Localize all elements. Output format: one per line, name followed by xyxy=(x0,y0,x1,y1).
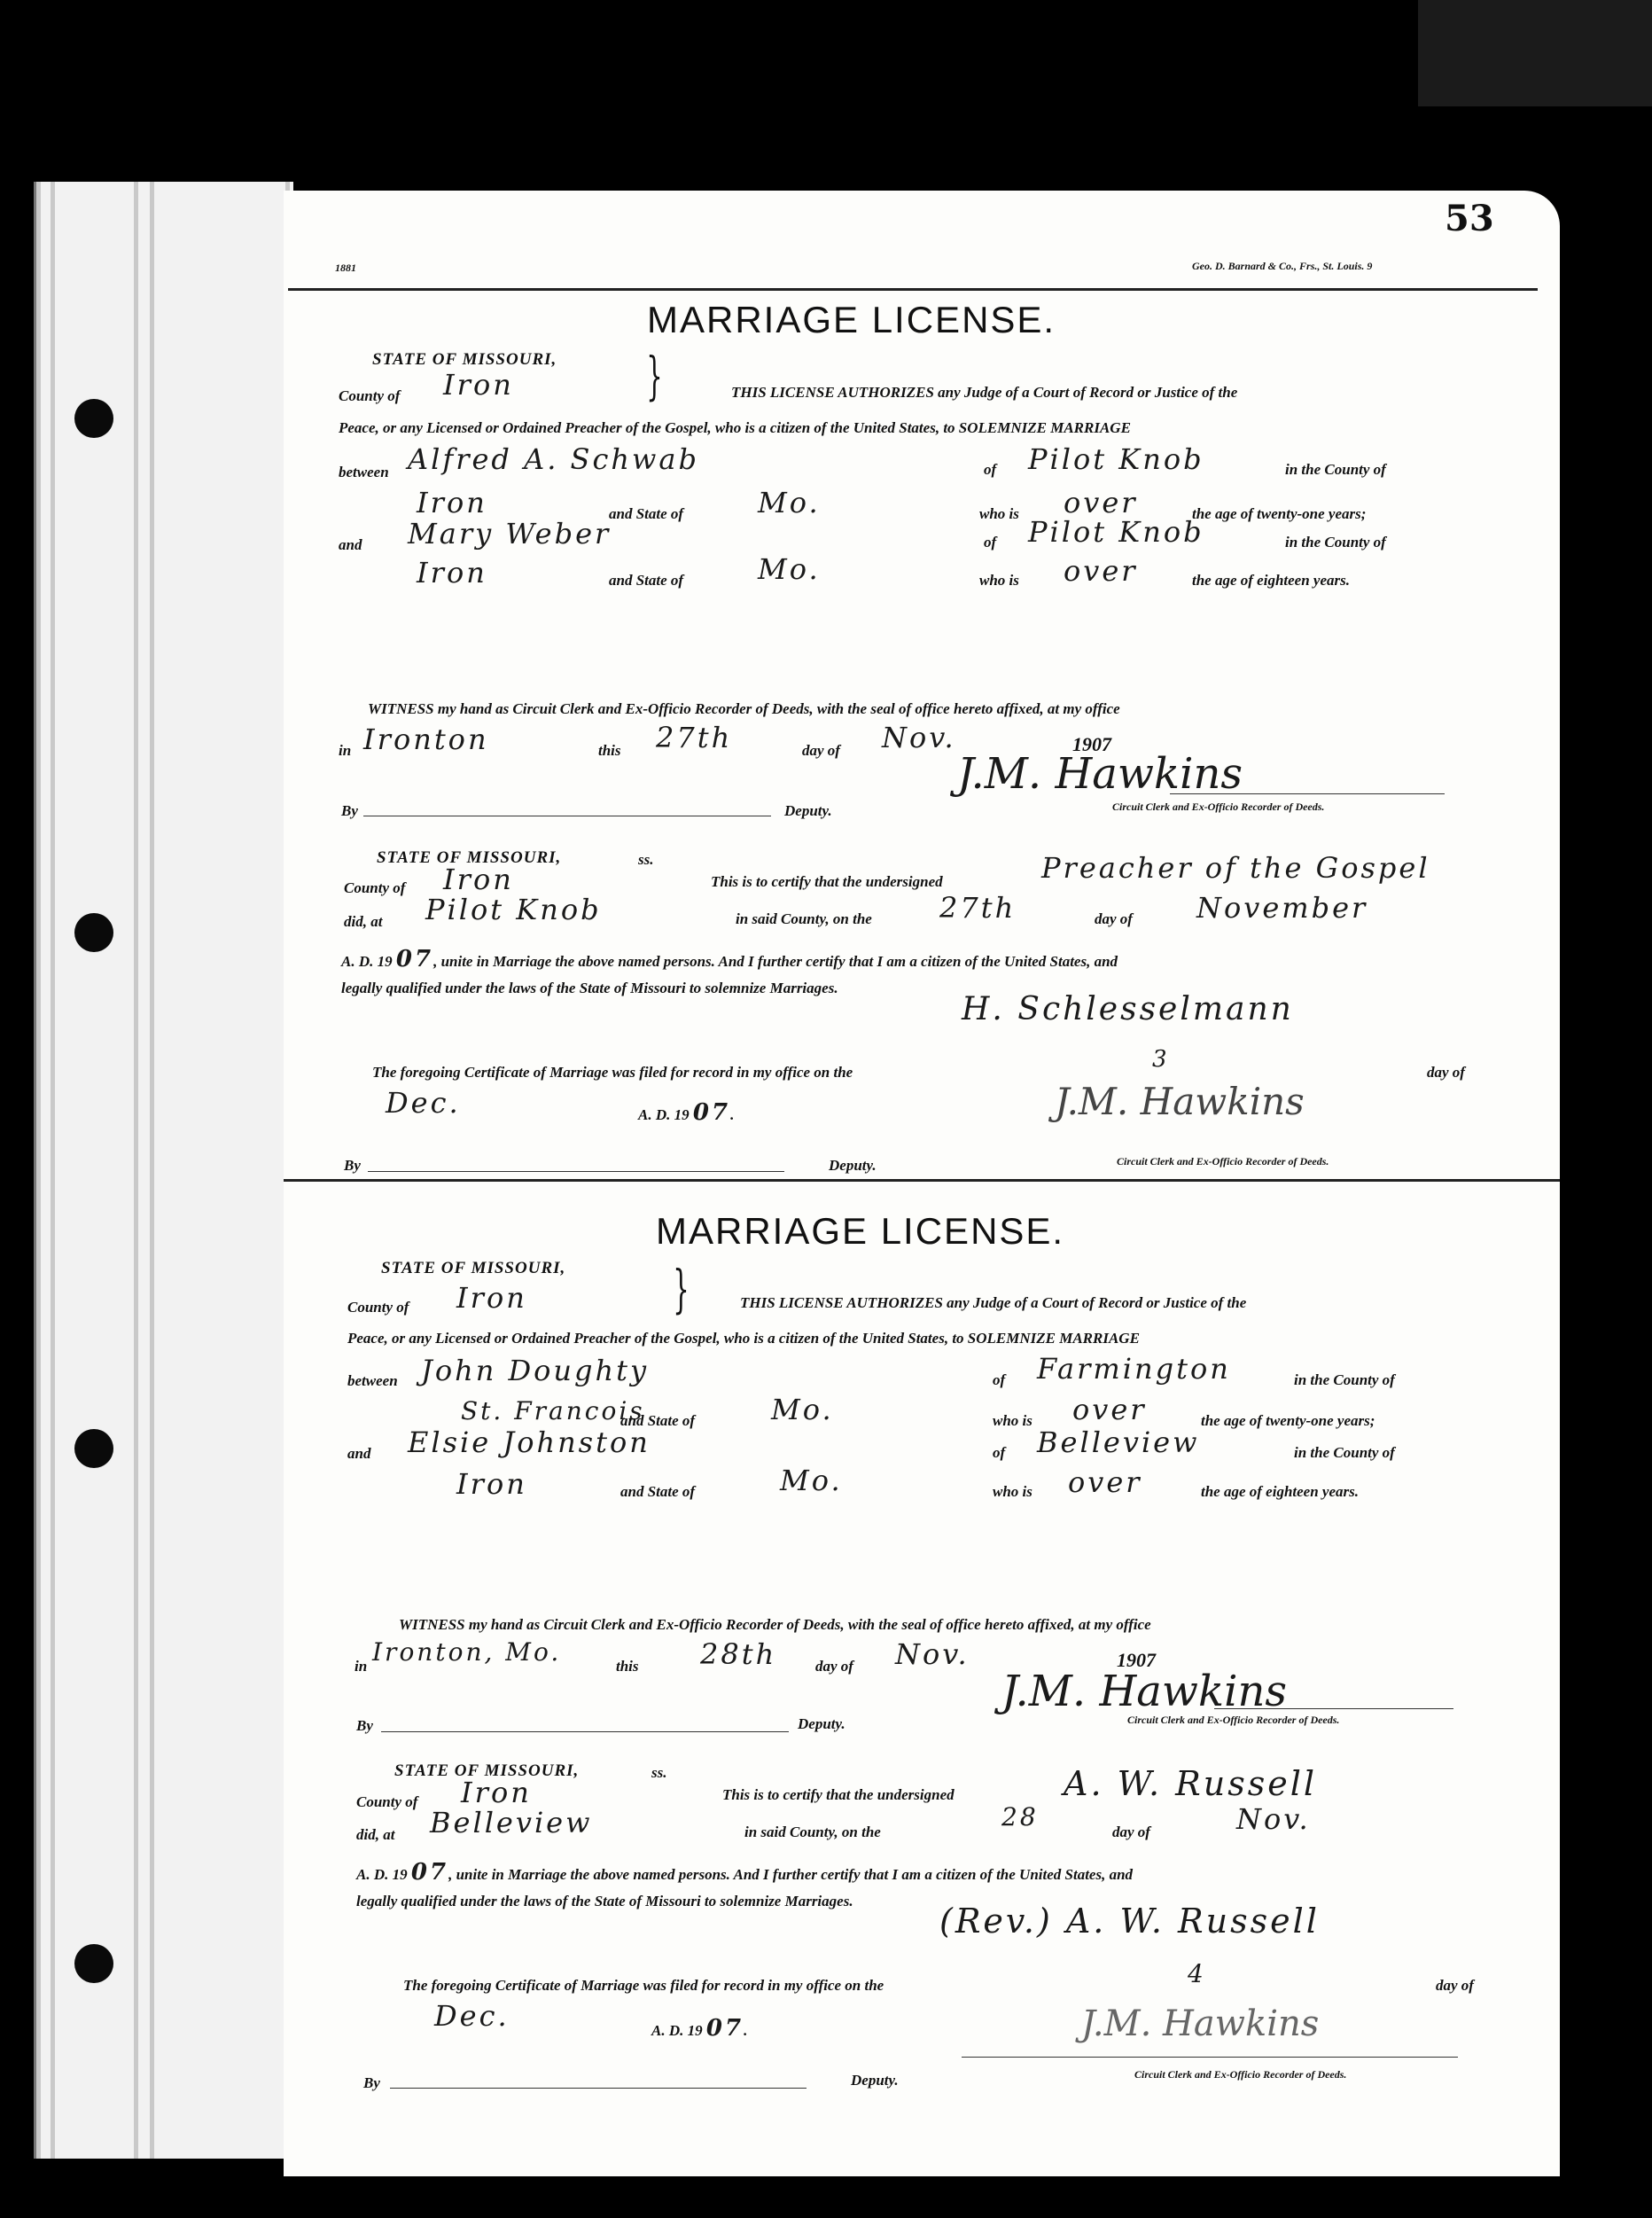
license-title: MARRIAGE LICENSE. xyxy=(656,1210,1065,1252)
deputy-label: Deputy. xyxy=(784,802,832,819)
section-divider xyxy=(284,1179,1560,1182)
age-21-label: the age of twenty-one years; xyxy=(1201,1412,1375,1429)
page-number: 53 xyxy=(1445,198,1494,239)
by-label: By xyxy=(356,1717,373,1734)
day-of-label: day of xyxy=(1436,1977,1474,1994)
in-said-county-label: in said County, on the xyxy=(736,910,872,927)
in-county-label: in the County of xyxy=(1285,461,1386,478)
in-label: in xyxy=(355,1658,368,1675)
legally-text: legally qualified under the laws of the State of Missouri to solemnize Marriages. xyxy=(356,1893,853,1910)
bride-state: Mo. xyxy=(758,552,821,586)
marriage-month: Nov. xyxy=(1236,1802,1311,1836)
cert-county-label: County of xyxy=(356,1793,418,1810)
in-said-county-label: in said County, on the xyxy=(744,1824,881,1840)
day-of-label: day of xyxy=(802,742,840,759)
license-day: 27th xyxy=(656,721,733,754)
bride-age: over xyxy=(1064,554,1138,588)
signature-line xyxy=(1214,1708,1453,1709)
groom-state: Mo. xyxy=(758,486,821,519)
by-label: By xyxy=(344,1157,361,1174)
license-title: MARRIAGE LICENSE. xyxy=(647,299,1056,340)
authorizes-line-1: THIS LICENSE AUTHORIZES any Judge of a Court of Record or Justice of the xyxy=(740,1294,1247,1311)
marriage-day: 28 xyxy=(1001,1802,1039,1831)
brace: } xyxy=(673,1259,690,1319)
by-label: By xyxy=(341,802,358,819)
of-label: of xyxy=(984,534,997,551)
clerk-title: Circuit Clerk and Ex-Officio Recorder of Deeds. xyxy=(1112,801,1325,813)
legally-text: legally qualified under the laws of the State of Missouri to solemnize Marriages. xyxy=(341,980,838,996)
groom-age: over xyxy=(1064,486,1138,519)
bride-town: Pilot Knob xyxy=(1028,515,1204,549)
groom-county: St. Francois xyxy=(461,1396,645,1425)
in-county-label: in the County of xyxy=(1294,1371,1395,1388)
certify-text: This is to certify that the undersigned xyxy=(722,1786,955,1803)
witness-text: WITNESS my hand as Circuit Clerk and Ex-Officio Recorder of Deeds, with the seal of office hereto affixed, at my office xyxy=(399,1616,1151,1633)
filed-text: The foregoing Certificate of Marriage was filed for record in my office on the xyxy=(372,1064,853,1081)
of-label: of xyxy=(993,1371,1006,1388)
officiant-title: A. W. Russell xyxy=(1064,1764,1318,1803)
top-rule xyxy=(288,288,1538,291)
groom-town: Pilot Knob xyxy=(1028,442,1204,476)
between-label: between xyxy=(339,464,389,480)
form-number: 1881 xyxy=(335,262,356,274)
cert-county-value: Iron xyxy=(443,863,514,896)
marriage-day: 27th xyxy=(939,891,1017,925)
deputy-label: Deputy. xyxy=(851,2072,899,2089)
binder-hole xyxy=(74,1429,113,1468)
ss-label: ss. xyxy=(638,851,654,868)
marriage-ad-line: A. D. 19 07, unite in Marriage the above named persons. And I further certify that I am a citizen of the United States, and xyxy=(341,946,1118,972)
day-of-label: day of xyxy=(1427,1064,1465,1081)
between-label: between xyxy=(347,1372,398,1389)
by-line xyxy=(390,2088,807,2089)
and-state-label: and State of xyxy=(609,572,684,589)
binder-strip xyxy=(34,182,293,2159)
this-label: this xyxy=(598,742,621,759)
in-county-label: in the County of xyxy=(1285,534,1386,551)
day-of-label: day of xyxy=(1095,910,1133,927)
office-place: Ironton xyxy=(363,722,489,756)
and-state-label: and State of xyxy=(620,1412,696,1429)
authorizes-line-2: Peace, or any Licensed or Ordained Preacher of the Gospel, who is a citizen of the United States, to SOLEMNIZE MARRIAGE xyxy=(339,419,1131,436)
by-line xyxy=(368,1171,784,1172)
authorizes-line-1: THIS LICENSE AUTHORIZES any Judge of a Court of Record or Justice of the xyxy=(731,384,1238,401)
license-month: Nov. xyxy=(895,1637,970,1671)
filed-ad-line: A. D. 19 07. xyxy=(638,1099,735,1126)
witness-text: WITNESS my hand as Circuit Clerk and Ex-Officio Recorder of Deeds, with the seal of office hereto affixed, at my office xyxy=(368,700,1120,717)
state-label: STATE OF MISSOURI, xyxy=(372,350,557,369)
binder-hole xyxy=(74,913,113,952)
clerk-signature: J.M. Hawkins xyxy=(1001,1667,1287,1716)
officiant-title: Preacher of the Gospel xyxy=(1041,851,1430,885)
bride-name: Mary Weber xyxy=(408,517,612,551)
cert-state-label: STATE OF MISSOURI, xyxy=(377,848,562,867)
cert-state-label: STATE OF MISSOURI, xyxy=(394,1761,580,1780)
county-label: County of xyxy=(347,1299,409,1316)
and-state-label: and State of xyxy=(609,505,684,522)
ledger-page xyxy=(284,191,1560,2176)
state-label: STATE OF MISSOURI, xyxy=(381,1259,566,1277)
who-is-label: who is xyxy=(979,572,1019,589)
bride-name: Elsie Johnston xyxy=(408,1425,651,1459)
day-of-label: day of xyxy=(1112,1824,1150,1840)
groom-name: John Doughty xyxy=(421,1354,650,1387)
filed-month: Dec. xyxy=(434,1999,510,2033)
county-value: Iron xyxy=(443,368,514,402)
signature-line xyxy=(962,2057,1458,2058)
license-year: 1907 xyxy=(1117,1649,1156,1671)
did-at-label: did, at xyxy=(344,913,383,930)
binder-hole xyxy=(74,1944,113,1983)
clerk-title: Circuit Clerk and Ex-Officio Recorder of Deeds. xyxy=(1117,1155,1329,1168)
publisher: Geo. D. Barnard & Co., Frs., St. Louis. 9 xyxy=(1192,260,1373,272)
of-label: of xyxy=(984,461,997,478)
clerk-title: Circuit Clerk and Ex-Officio Recorder of Deeds. xyxy=(1134,2068,1347,2081)
certify-text: This is to certify that the undersigned xyxy=(711,873,943,890)
groom-name: Alfred A. Schwab xyxy=(408,442,699,476)
binder-hole xyxy=(74,399,113,438)
filed-signature: J.M. Hawkins xyxy=(1081,2003,1320,2044)
filed-day: 4 xyxy=(1188,1959,1206,1988)
in-county-label: in the County of xyxy=(1294,1444,1395,1461)
marriage-year: 07 xyxy=(410,1859,449,1886)
county-value: Iron xyxy=(456,1281,527,1315)
deputy-label: Deputy. xyxy=(829,1157,877,1174)
clerk-title: Circuit Clerk and Ex-Officio Recorder of Deeds. xyxy=(1127,1714,1340,1726)
filed-year: 07 xyxy=(692,1099,731,1126)
officiant-signature: H. Schlesselmann xyxy=(962,991,1294,1027)
and-label: and xyxy=(339,536,362,553)
filed-text: The foregoing Certificate of Marriage was filed for record in my office on the xyxy=(403,1977,884,1994)
license-day: 28th xyxy=(700,1637,777,1671)
by-line xyxy=(381,1731,789,1732)
bride-town: Belleview xyxy=(1037,1425,1200,1459)
who-is-label: who is xyxy=(993,1412,1032,1429)
this-label: this xyxy=(616,1658,639,1675)
filed-month: Dec. xyxy=(386,1086,461,1120)
groom-state: Mo. xyxy=(771,1393,834,1426)
filed-year: 07 xyxy=(705,2015,744,2042)
officiant-signature: (Rev.) A. W. Russell xyxy=(939,1902,1320,1941)
marriage-ad-line: A. D. 19 07, unite in Marriage the above named persons. And I further certify that I am a citizen of the United States, and xyxy=(356,1859,1134,1886)
cert-county-label: County of xyxy=(344,879,406,896)
filed-day: 3 xyxy=(1152,1046,1170,1073)
bride-age: over xyxy=(1068,1465,1142,1499)
and-state-label: and State of xyxy=(620,1483,696,1500)
bride-county: Iron xyxy=(456,1467,527,1501)
marriage-month: November xyxy=(1196,891,1368,925)
of-label: of xyxy=(993,1444,1006,1461)
by-label: By xyxy=(363,2074,380,2091)
did-at-label: did, at xyxy=(356,1826,395,1843)
filed-signature: J.M. Hawkins xyxy=(1055,1080,1305,1123)
bride-state: Mo. xyxy=(780,1464,843,1497)
office-place: Ironton, Mo. xyxy=(372,1637,562,1667)
license-year: 1907 xyxy=(1072,733,1111,755)
groom-county: Iron xyxy=(417,486,487,519)
filed-ad-line: A. D. 19 07. xyxy=(651,2015,748,2042)
groom-town: Farmington xyxy=(1037,1352,1231,1386)
age-18-label: the age of eighteen years. xyxy=(1192,572,1350,589)
day-of-label: day of xyxy=(815,1658,853,1675)
county-label: County of xyxy=(339,387,401,404)
marriage-place: Belleview xyxy=(430,1806,593,1839)
groom-age: over xyxy=(1072,1393,1147,1426)
authorizes-line-2: Peace, or any Licensed or Ordained Preacher of the Gospel, who is a citizen of the United States, to SOLEMNIZE MARRIAGE xyxy=(347,1330,1140,1347)
brace: } xyxy=(646,346,663,406)
deputy-label: Deputy. xyxy=(798,1715,845,1732)
signature-line xyxy=(1170,793,1445,794)
age-21-label: the age of twenty-one years; xyxy=(1192,505,1367,522)
who-is-label: who is xyxy=(993,1483,1032,1500)
license-month: Nov. xyxy=(882,721,956,754)
clerk-signature: J.M. Hawkins xyxy=(957,749,1243,799)
marriage-year: 07 xyxy=(395,946,434,972)
marriage-place: Pilot Knob xyxy=(425,893,602,926)
ss-label: ss. xyxy=(651,1764,667,1781)
in-label: in xyxy=(339,742,352,759)
age-18-label: the age of eighteen years. xyxy=(1201,1483,1359,1500)
who-is-label: who is xyxy=(979,505,1019,522)
cert-county-value: Iron xyxy=(461,1776,532,1809)
bride-county: Iron xyxy=(417,556,487,590)
and-label: and xyxy=(347,1445,371,1462)
scan-edge xyxy=(1418,0,1652,106)
